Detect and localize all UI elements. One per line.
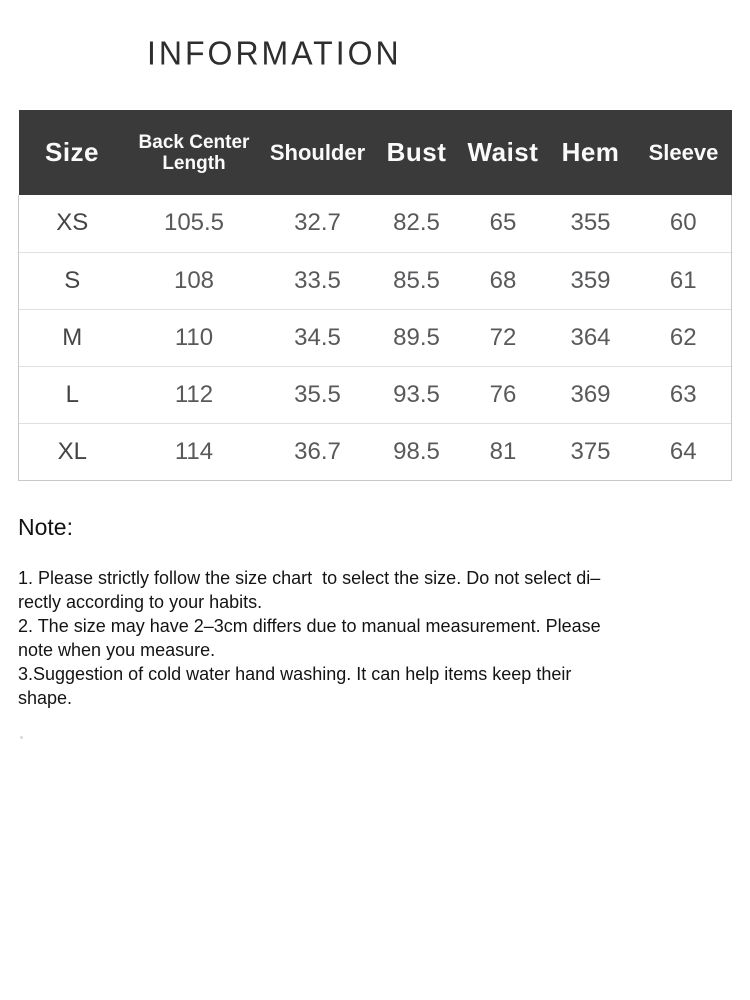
shoulder-value: 32.7 (294, 209, 341, 237)
hem-value: 364 (546, 309, 636, 366)
waist-value: 76 (461, 366, 546, 423)
size-chart-table (18, 110, 732, 481)
back-center-length-value: 114 (126, 423, 263, 480)
size-row-m (19, 309, 732, 366)
size-row-xs (19, 195, 732, 252)
bust-value: 98.5 (373, 423, 461, 480)
size-label: L (19, 366, 126, 423)
shoulder-value: 34.5 (263, 309, 373, 366)
hem-value: 355 (570, 209, 611, 237)
size-chart-section (18, 110, 731, 481)
size-row-l (19, 366, 732, 423)
back-center-length-value: 112 (126, 366, 263, 423)
size-row-s (19, 252, 732, 309)
note-line: rectly according to your habits. (18, 592, 263, 612)
waist-value: 65 (489, 209, 517, 237)
page-title: INFORMATION (147, 34, 402, 72)
note-section (18, 514, 732, 710)
size-label: M (19, 309, 126, 366)
column-header-waist: Waist (467, 137, 539, 167)
bust-value: 89.5 (373, 309, 461, 366)
bust-value: 82.5 (393, 209, 440, 237)
size-label: XS (19, 195, 126, 252)
hem-value: 359 (546, 252, 636, 309)
bust-value: 85.5 (373, 252, 461, 309)
note-line: 1. Please strictly follow the size chart to select the size. Do not select di– (18, 568, 601, 588)
sleeve-value: 61 (636, 252, 732, 309)
shoulder-value: 35.5 (263, 366, 373, 423)
back-center-length-value: 105.5 (163, 209, 225, 237)
bust-value: 93.5 (373, 366, 461, 423)
waist-value: 72 (461, 309, 546, 366)
column-header-sleeve: Sleeve (648, 139, 719, 165)
hem-value: 369 (546, 366, 636, 423)
size-row-xl (19, 423, 732, 480)
column-header-shoulder: Shoulder (269, 139, 366, 165)
back-center-length-value: 108 (126, 252, 263, 309)
sleeve-value: 62 (636, 309, 732, 366)
note-line: shape. (18, 688, 73, 708)
note-line: 3.Suggestion of cold water hand washing. It can help items keep their (18, 664, 572, 684)
column-header-back-center-length: Back Center Length (138, 131, 250, 174)
shoulder-value: 33.5 (263, 252, 373, 309)
table-header-row (19, 110, 732, 195)
shoulder-value: 36.7 (263, 423, 373, 480)
column-header-hem: Hem (561, 137, 620, 167)
sleeve-value: 63 (636, 366, 732, 423)
note-heading: Note: (18, 514, 73, 540)
note-line: note when you measure. (18, 640, 216, 660)
waist-value: 81 (461, 423, 546, 480)
sleeve-value: 64 (636, 423, 732, 480)
note-line: 2. The size may have 2–3cm differs due to manual measurement. Please (18, 616, 601, 636)
size-label: S (19, 252, 126, 309)
size-label: XL (19, 423, 126, 480)
stray-mark (20, 736, 23, 739)
hem-value: 375 (546, 423, 636, 480)
column-header-size: Size (44, 137, 100, 167)
column-header-bust: Bust (386, 137, 447, 167)
back-center-length-value: 110 (126, 309, 263, 366)
waist-value: 68 (461, 252, 546, 309)
sleeve-value: 60 (636, 195, 732, 252)
